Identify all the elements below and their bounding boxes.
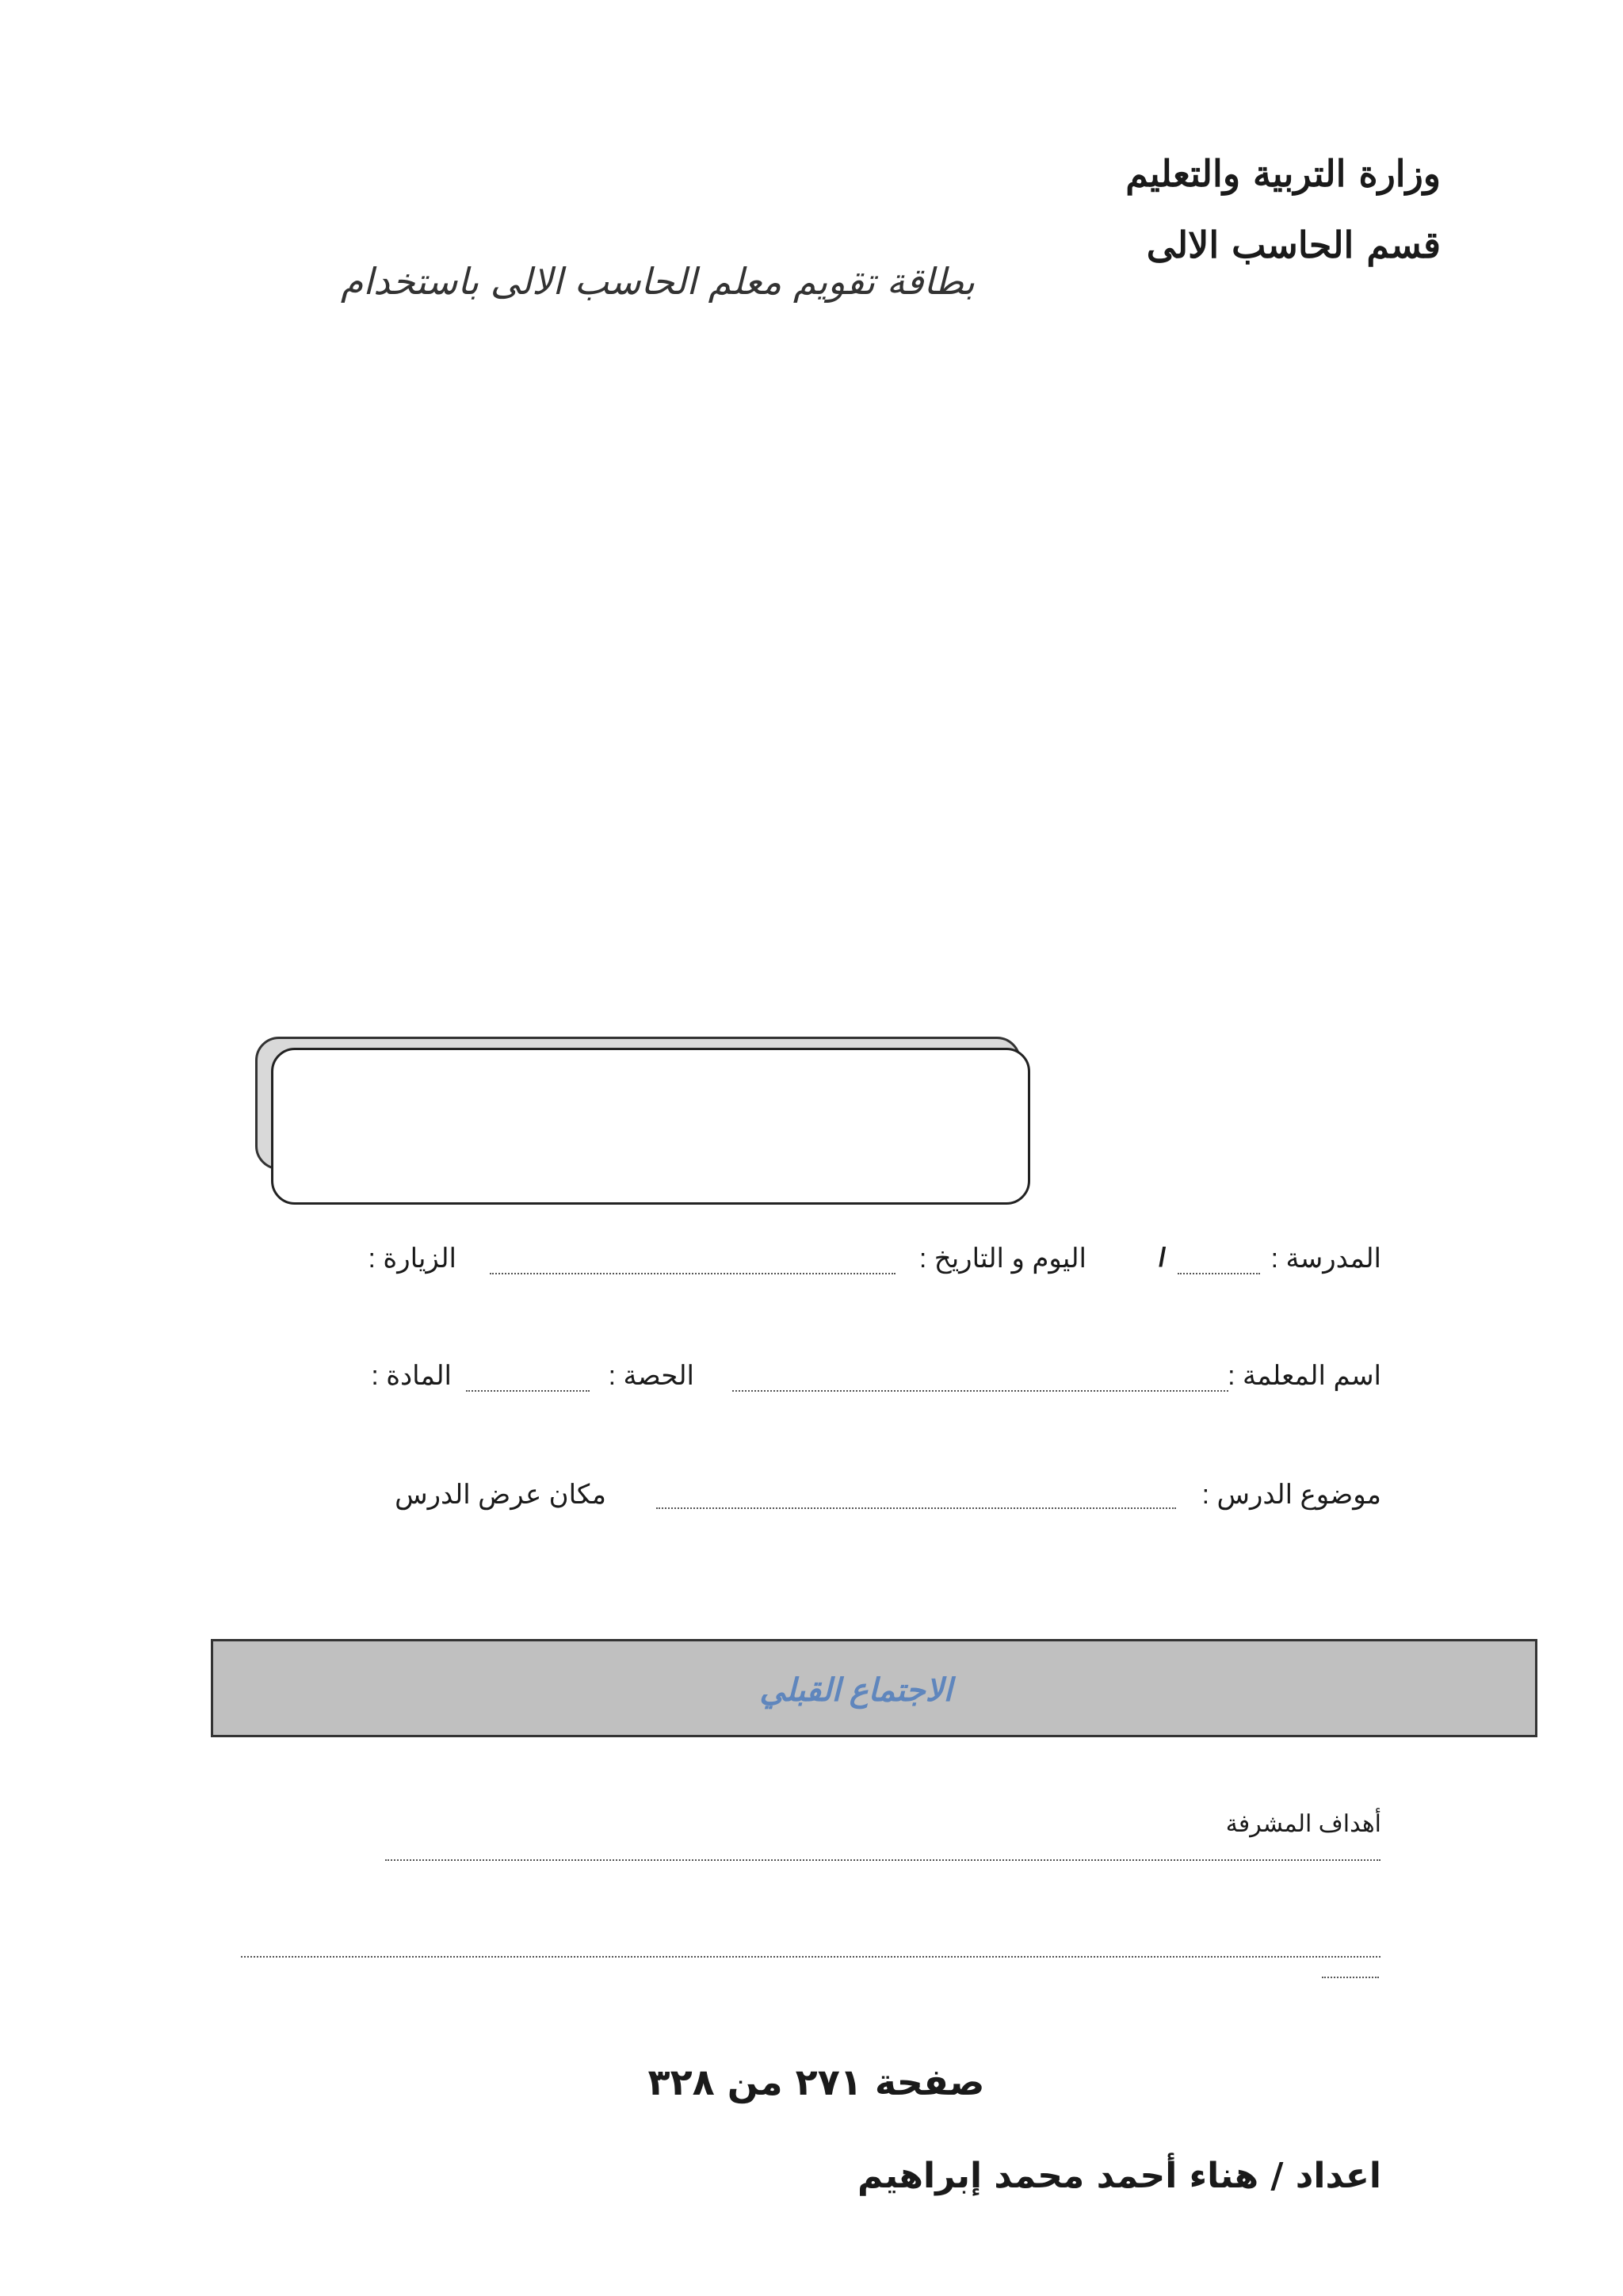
venue-label: مكان عرض الدرس: [395, 1480, 606, 1510]
author-credit: اعداد / هناء أحمد محمد إبراهيم: [857, 2156, 1381, 2196]
teacher-field[interactable]: [732, 1390, 1228, 1392]
date-slash: /: [1159, 1243, 1167, 1273]
goals-label: أهداف المشرفة: [1225, 1811, 1381, 1837]
topic-label: موضوع الدرس :: [1201, 1480, 1381, 1510]
visit-label: الزيارة :: [368, 1244, 456, 1274]
card-title: بطاقة تقويم معلم الحاسب الالى باستخدام: [341, 260, 975, 303]
period-label: الحصة :: [608, 1361, 694, 1391]
department-title: قسم الحاسب الالى: [1146, 223, 1441, 266]
date-label: اليوم و التاريخ :: [918, 1244, 1086, 1274]
goals-line-1[interactable]: [385, 1859, 1381, 1861]
section-title: الاجتماع القبلي: [759, 1673, 953, 1708]
topic-field[interactable]: [656, 1507, 1176, 1509]
period-field[interactable]: [466, 1390, 590, 1392]
date-field[interactable]: [490, 1273, 896, 1274]
subject-label: المادة :: [371, 1361, 452, 1391]
ministry-title: وزارة التربية والتعليم: [1125, 152, 1441, 195]
school-label: المدرسة :: [1270, 1244, 1381, 1274]
teacher-label: اسم المعلمة :: [1228, 1361, 1381, 1391]
title-box: [271, 1048, 1030, 1205]
goals-line-2[interactable]: [241, 1956, 1381, 1958]
school-field[interactable]: [1178, 1273, 1260, 1274]
goals-line-3[interactable]: [1322, 1977, 1379, 1978]
page-number: صفحة ٢٧١ من ٣٢٨: [647, 2061, 985, 2103]
